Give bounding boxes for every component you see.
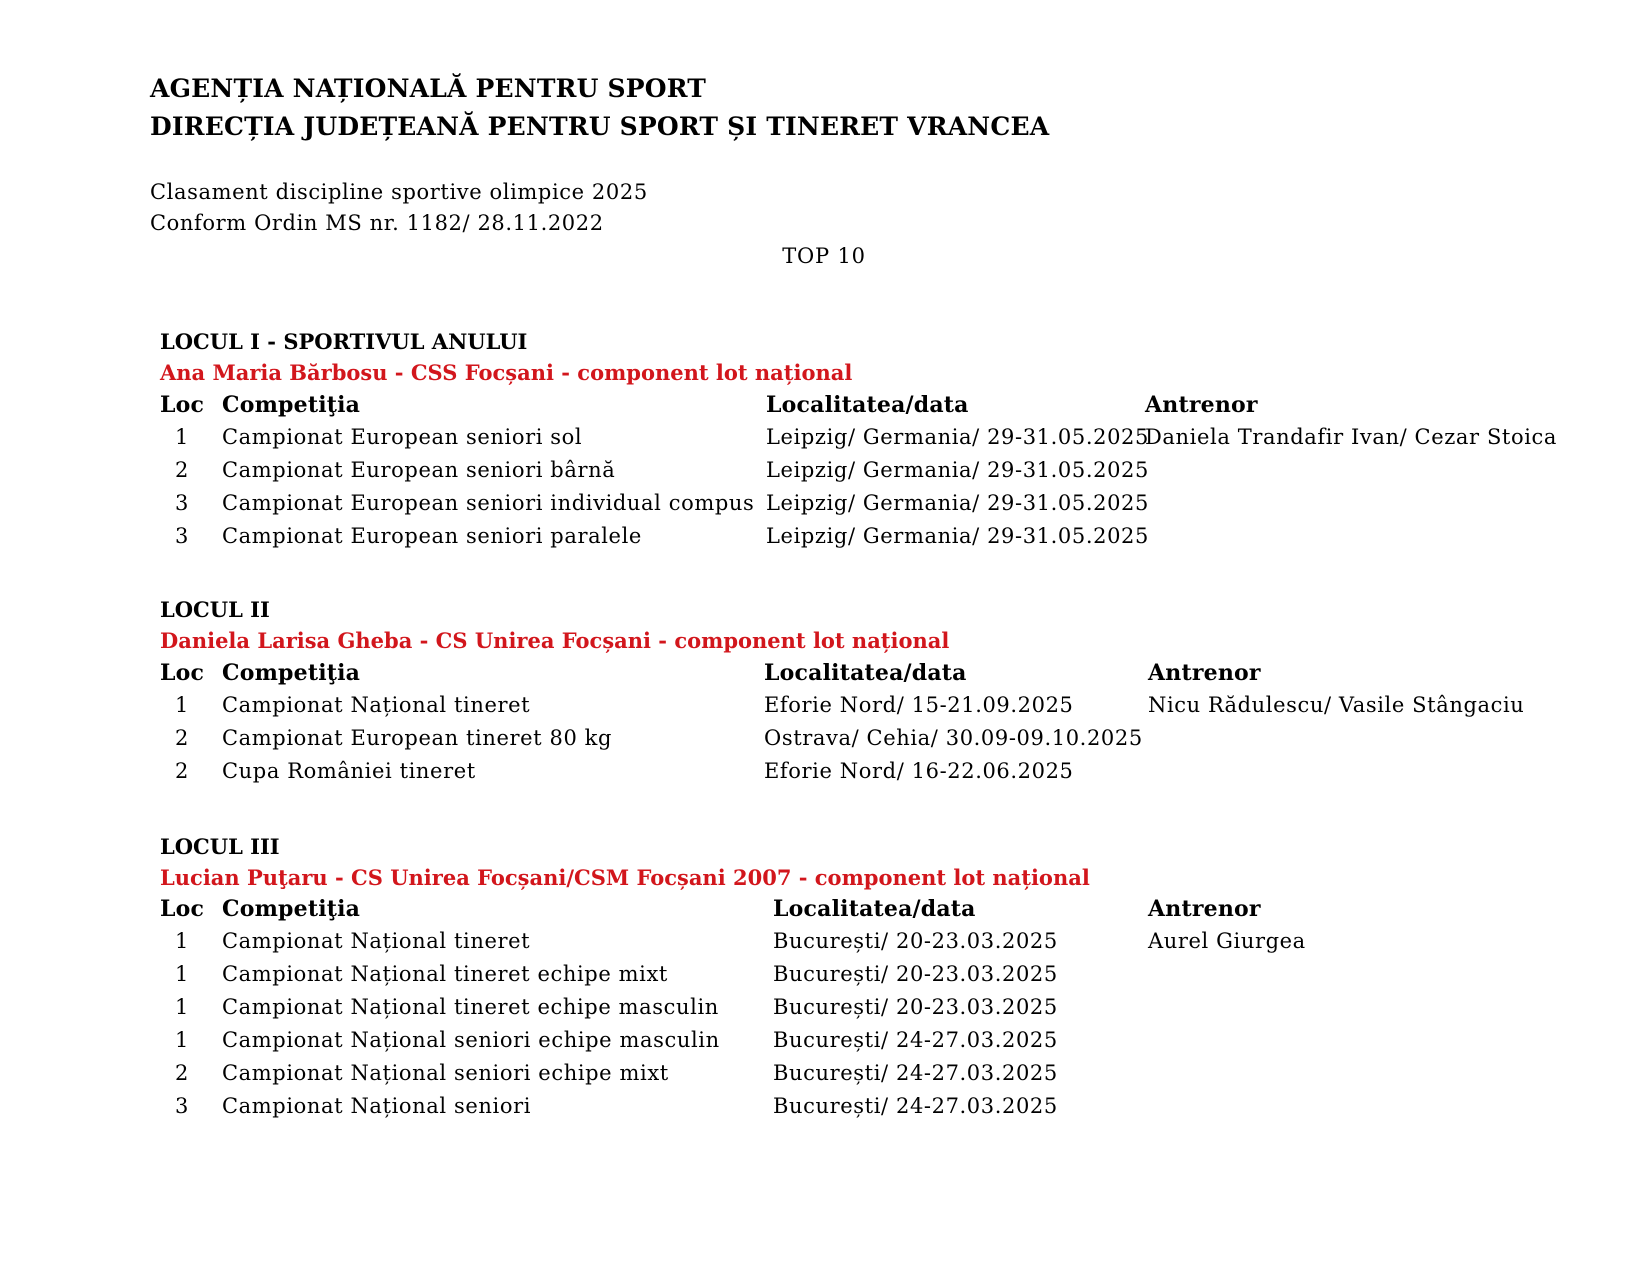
section-1-title: LOCUL I - SPORTIVUL ANULUI [160, 329, 528, 354]
agency-title: AGENȚIA NAȚIONALĂ PENTRU SPORT [150, 74, 707, 103]
row-location: Ostrava/ Cehia/ 30.09-09.10.2025 [764, 726, 1143, 750]
row-place: 1 [175, 995, 189, 1019]
table-row [160, 491, 1620, 524]
row-competition: Campionat Național tineret [222, 929, 531, 953]
row-location: București/ 20-23.03.2025 [773, 962, 1058, 986]
row-coach: Nicu Rădulescu/ Vasile Stângaciu [1148, 693, 1525, 717]
col-loc: Loc [160, 660, 205, 686]
row-location: București/ 20-23.03.2025 [773, 995, 1058, 1019]
section-1-athlete: Ana Maria Bărbosu - CSS Focșani - component lot național [160, 360, 853, 385]
section-1-table [160, 392, 1620, 557]
row-location: București/ 20-23.03.2025 [773, 929, 1058, 953]
table-row [160, 1061, 1620, 1094]
row-competition: Cupa României tineret [222, 759, 476, 783]
table-row [160, 962, 1620, 995]
row-place: 2 [175, 458, 189, 482]
row-place: 1 [175, 929, 189, 953]
row-location: București/ 24-27.03.2025 [773, 1028, 1058, 1052]
top-ten-label [1, 244, 1650, 268]
row-place: 2 [175, 759, 189, 783]
row-place: 1 [175, 1028, 189, 1052]
row-competition: Campionat Național seniori [222, 1094, 532, 1118]
table-row [160, 1028, 1620, 1061]
row-competition: Campionat Național seniori echipe mixt [222, 1061, 669, 1085]
table-row [160, 1094, 1620, 1127]
section-3-athlete: Lucian Puţaru - CS Unirea Focșani/CSM Focșani 2007 - component lot național [160, 865, 1090, 890]
section-3-table [160, 896, 1620, 1127]
order-reference: Conform Ordin MS nr. 1182/ 28.11.2022 [150, 211, 604, 235]
col-competition: Competiţia [222, 896, 361, 922]
row-competition: Campionat European tineret 80 kg [222, 726, 613, 750]
table-header [160, 660, 1620, 693]
row-competition: Campionat European seniori individual compus [222, 491, 755, 515]
row-location: Eforie Nord/ 16-22.06.2025 [764, 759, 1074, 783]
table-row [160, 726, 1620, 759]
table-row [160, 995, 1620, 1028]
row-competition: Campionat Național tineret echipe mixt [222, 962, 668, 986]
row-coach: Daniela Trandafir Ivan/ Cezar Stoica [1145, 425, 1558, 449]
col-loc: Loc [160, 896, 205, 922]
col-coach: Antrenor [1148, 660, 1261, 686]
row-location: Leipzig/ Germania/ 29-31.05.2025 [766, 425, 1149, 449]
row-location: Eforie Nord/ 15-21.09.2025 [764, 693, 1074, 717]
row-place: 1 [175, 962, 189, 986]
row-place: 1 [175, 425, 189, 449]
row-competition: Campionat Național seniori echipe masculin [222, 1028, 720, 1052]
row-competition: Campionat European seniori paralele [222, 524, 642, 548]
section-2-title: LOCUL II [160, 597, 270, 622]
row-competition: Campionat Național tineret echipe masculin [222, 995, 719, 1019]
top-ten-text: TOP 10 [782, 244, 866, 268]
row-location: Leipzig/ Germania/ 29-31.05.2025 [766, 491, 1149, 515]
table-row [160, 524, 1620, 557]
table-row [160, 458, 1620, 491]
table-row [160, 759, 1620, 792]
col-loc: Loc [160, 392, 205, 418]
col-coach: Antrenor [1145, 392, 1258, 418]
section-3-title: LOCUL III [160, 834, 280, 859]
col-competition: Competiţia [222, 392, 361, 418]
row-competition: Campionat Național tineret [222, 693, 531, 717]
table-row [160, 425, 1620, 458]
col-location: Localitatea/data [766, 392, 969, 418]
col-location: Localitatea/data [764, 660, 967, 686]
row-location: București/ 24-27.03.2025 [773, 1094, 1058, 1118]
directorate-title: DIRECȚIA JUDEȚEANĂ PENTRU SPORT ȘI TINERET VRANCEA [150, 112, 1050, 141]
row-coach: Aurel Giurgea [1148, 929, 1306, 953]
col-coach: Antrenor [1148, 896, 1261, 922]
row-place: 3 [175, 1094, 189, 1118]
table-row [160, 929, 1620, 962]
section-2-table [160, 660, 1620, 792]
table-row [160, 693, 1620, 726]
row-location: București/ 24-27.03.2025 [773, 1061, 1058, 1085]
row-place: 1 [175, 693, 189, 717]
row-place: 2 [175, 726, 189, 750]
row-competition: Campionat European seniori sol [222, 425, 583, 449]
row-location: Leipzig/ Germania/ 29-31.05.2025 [766, 524, 1149, 548]
row-location: Leipzig/ Germania/ 29-31.05.2025 [766, 458, 1149, 482]
col-competition: Competiţia [222, 660, 361, 686]
table-header [160, 896, 1620, 929]
row-place: 3 [175, 524, 189, 548]
row-place: 2 [175, 1061, 189, 1085]
col-location: Localitatea/data [773, 896, 976, 922]
ranking-subtitle: Clasament discipline sportive olimpice 2025 [150, 180, 648, 204]
row-place: 3 [175, 491, 189, 515]
table-header [160, 392, 1620, 425]
row-competition: Campionat European seniori bârnă [222, 458, 616, 482]
section-2-athlete: Daniela Larisa Gheba - CS Unirea Focșani - component lot național [160, 628, 950, 653]
